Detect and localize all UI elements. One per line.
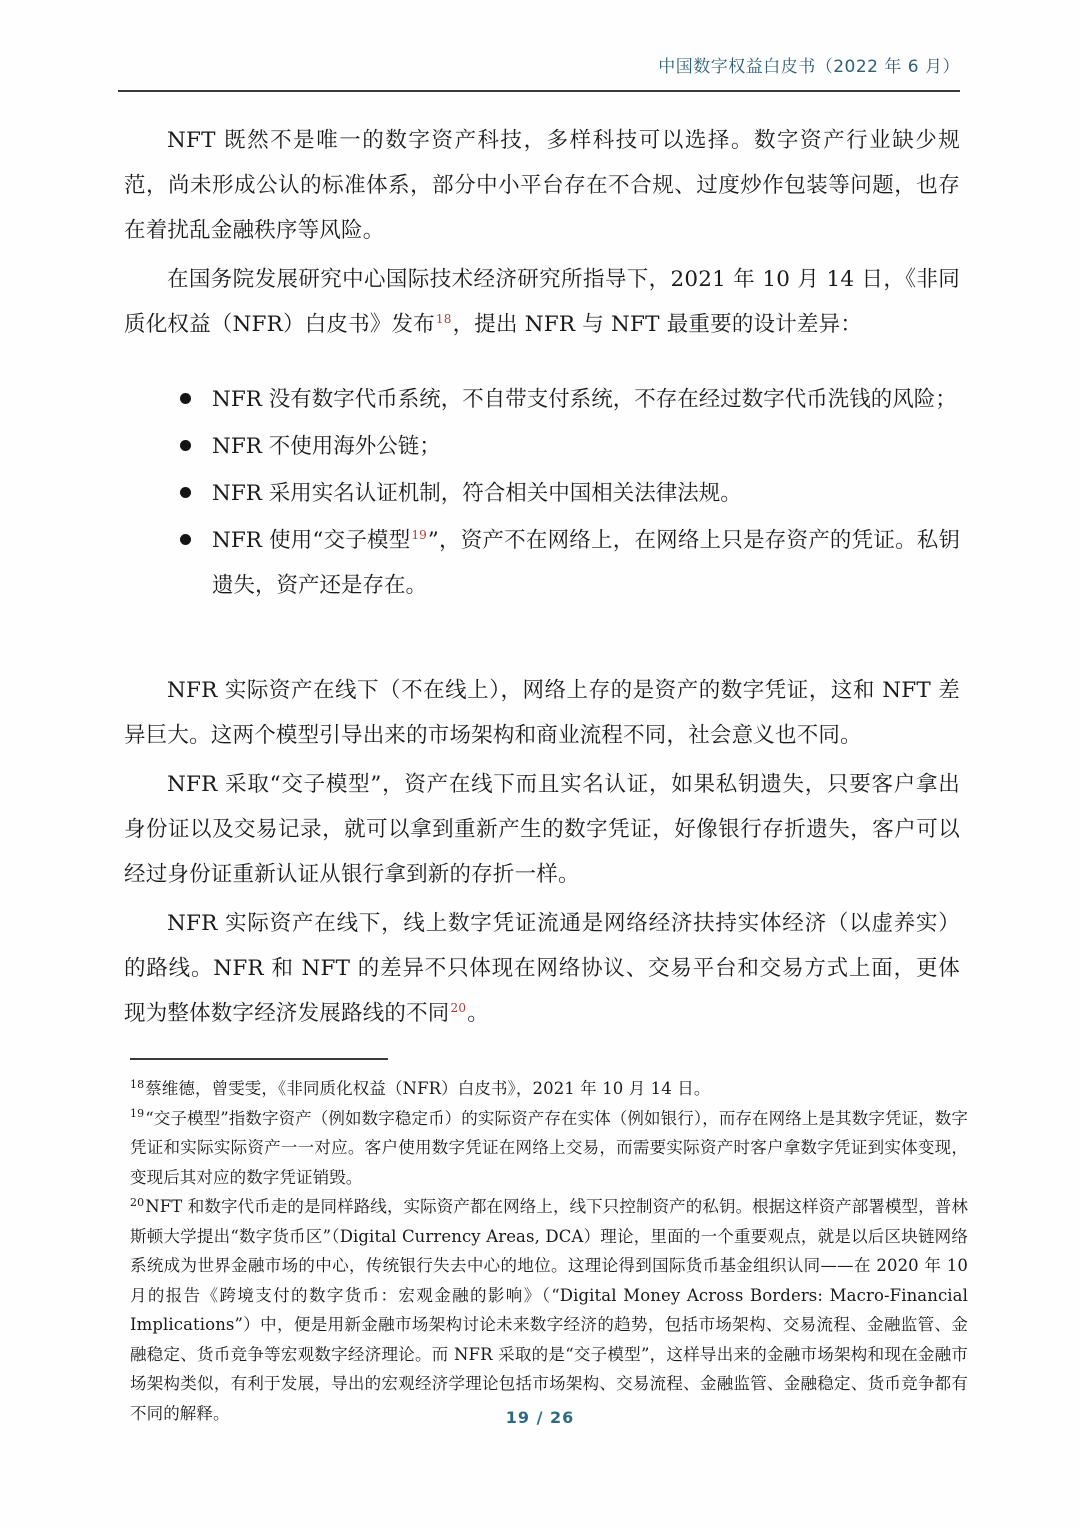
paragraph-2-text-after: ，提出 NFR 与 NFT 最重要的设计差异： bbox=[452, 312, 863, 337]
paragraph-2 bbox=[124, 257, 960, 347]
bullet-dot-icon bbox=[180, 440, 191, 451]
footnote-ref-19[interactable]: 19 bbox=[411, 527, 427, 542]
header-divider bbox=[118, 90, 960, 92]
paragraph-4: NFR 采取“交子模型”，资产在线下而且实名认证，如果私钥遗失，只要客户拿出身份证以及交易记录，就可以拿到重新产生的数字凭证，好像银行存折遗失，客户可以经过身份证重新认证从银行拿到新的存折一样。 bbox=[124, 772, 960, 887]
footnote-number: 20 bbox=[130, 1195, 145, 1209]
list-item-label-after: ”，资产不在网络上，在网络上只是存资产的凭证。私钥遗失，资产还是存在。 bbox=[212, 528, 961, 598]
list-item-label: NFR 不使用海外公链； bbox=[212, 434, 441, 459]
list-item bbox=[124, 424, 960, 469]
footnote-20 bbox=[130, 1192, 968, 1428]
footnote-ref-18[interactable]: 18 bbox=[435, 311, 452, 326]
bullet-dot-icon bbox=[180, 487, 191, 498]
footnote-text: NFT 和数字代币走的是同样路线，实际资产都在网络上，线下只控制资产的私钥。根据这样资产部署模型，普林斯顿大学提出“数字货币区”（Digital Currency Areas, DCA）理论，里面的一个重要观点，就是以后区块链网络系统成为世界金融市场的中心，传统银行失去中心的地位。这理论得到国际货币基金组织认同——在 2020 年 10 月的报告《跨境支付的数字货币：宏观金融的影响》（“Digital Money Across Borders: Macro-Financial Implications”）中，便是用新金融市场架构讨论未来数字经济的趋势，包括市场架构、交易流程、金融监管、金融稳定、货币竞争等宏观数字经济理论。而 NFR 采取的是“交子模型”，这样导出来的金融市场架构和现在金融市场架构类似，有利于发展，导出的宏观经济学理论包括市场架构、交易流程、金融监管、金融稳定、货币竞争都有不同的解释。 bbox=[130, 1197, 968, 1423]
footnote-number: 18 bbox=[130, 1077, 145, 1091]
bullet-dot-icon bbox=[180, 534, 191, 545]
page-number: 19 / 26 bbox=[505, 1408, 575, 1427]
footnote-divider bbox=[130, 1058, 388, 1060]
paragraph-2-text-before: 在国务院发展研究中心国际技术经济研究所指导下，2021 年 10 月 14 日，《非同质化权益（NFR）白皮书》发布 bbox=[124, 267, 960, 337]
document-body bbox=[124, 118, 960, 1040]
list-item bbox=[124, 377, 960, 422]
paragraph-5-text-after: 。 bbox=[467, 1001, 489, 1026]
header-title: 中国数字权益白皮书（2022 年 6 月） bbox=[658, 57, 960, 77]
list-item-label: NFR 采用实名认证机制，符合相关中国相关法律法规。 bbox=[212, 481, 742, 506]
list-item bbox=[124, 518, 960, 608]
section-spacer bbox=[124, 610, 960, 668]
paragraph-5 bbox=[124, 901, 960, 1036]
footnote-text: “交子模型”指数字资产（例如数字稳定币）的实际资产存在实体（例如银行），而存在网络上是其数字凭证，数字凭证和实际实际资产一一对应。客户使用数字凭证在网络上交易，而需要实际资产时客户拿数字凭证到实体变现，变现后其对应的数字凭证销毁。 bbox=[130, 1108, 968, 1187]
page-header bbox=[118, 52, 960, 96]
paragraph-1: NFT 既然不是唯一的数字资产科技，多样科技可以选择。数字资产行业缺少规范，尚未形成公认的标准体系，部分中小平台存在不合规、过度炒作包装等问题，也存在着扰乱金融秩序等风险。 bbox=[124, 128, 960, 243]
paragraph-3: NFR 实际资产在线下（不在线上），网络上存的是资产的数字凭证，这和 NFT 差异巨大。这两个模型引导出来的市场架构和商业流程不同，社会意义也不同。 bbox=[124, 678, 960, 748]
nfr-feature-list bbox=[124, 377, 960, 608]
list-item-label: NFR 没有数字代币系统，不自带支付系统，不存在经过数字代币洗钱的风险； bbox=[212, 387, 957, 412]
list-item-label-before: NFR 使用“交子模型 bbox=[212, 528, 411, 553]
footnote-18 bbox=[130, 1074, 968, 1104]
footnote-number: 19 bbox=[130, 1107, 145, 1120]
bullet-dot-icon bbox=[180, 393, 191, 404]
footnote-ref-20[interactable]: 20 bbox=[450, 1000, 467, 1015]
paragraph-5-text-before: NFR 实际资产在线下，线上数字凭证流通是网络经济扶持实体经济（以虚养实）的路线。NFR 和 NFT 的差异不只体现在网络协议、交易平台和交易方式上面，更体现为整体数字经济发展路线的不同 bbox=[124, 911, 960, 1026]
list-item bbox=[124, 471, 960, 516]
footnotes-section bbox=[130, 1058, 968, 1428]
footnote-19 bbox=[130, 1104, 968, 1193]
footnote-text: 蔡维德，曾雯雯，《非同质化权益（NFR）白皮书》，2021 年 10 月 14 日。 bbox=[145, 1079, 711, 1098]
